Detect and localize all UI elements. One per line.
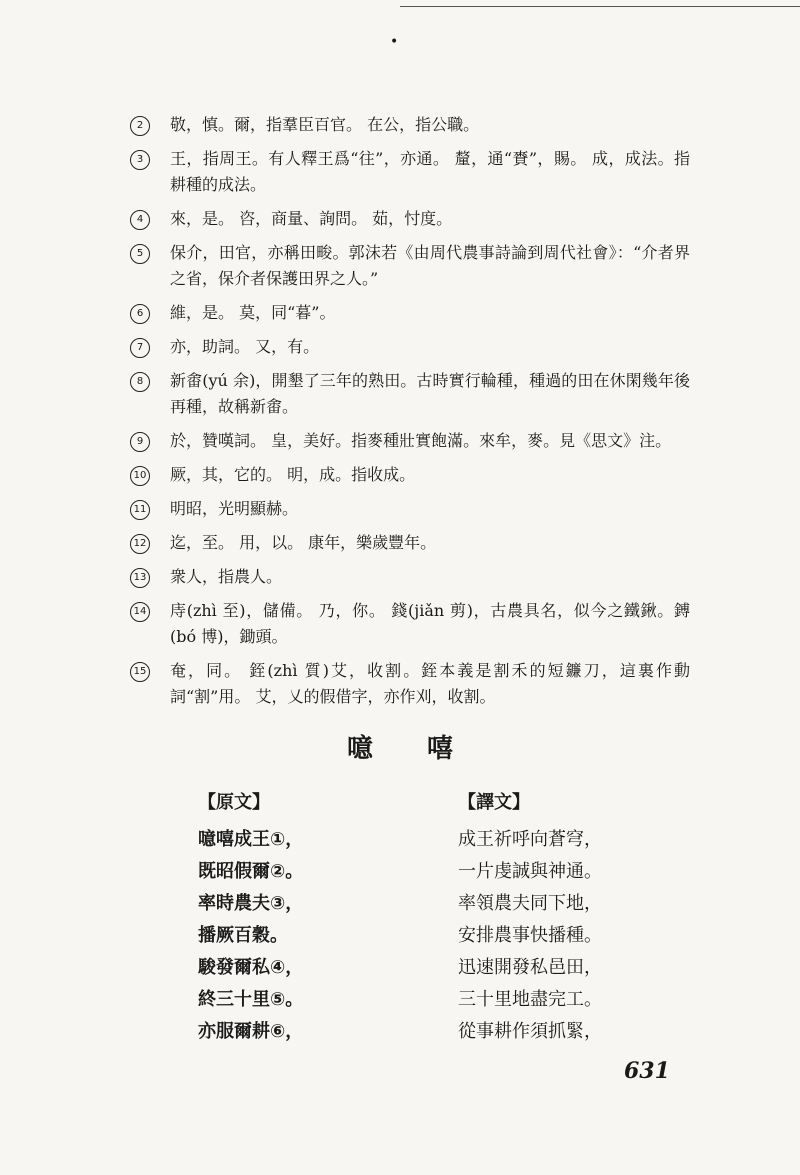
- note-number: 9: [130, 432, 150, 452]
- translation-line: 率領農夫同下地，: [458, 893, 602, 914]
- note: [130, 146, 690, 198]
- page-number: 631: [624, 1058, 670, 1084]
- original-text-column: [198, 788, 428, 1048]
- note-text: 奄，同。 銍(zhì 質)艾，收割。銍本義是割禾的短鐮刀，這裏作動詞“割”用。 艾，乂的假借字，亦作刈，收割。: [170, 661, 690, 706]
- translation-line: 從事耕作須抓緊，: [458, 1021, 602, 1042]
- note-text: 迄，至。 用，以。 康年，樂歲豐年。: [170, 533, 437, 552]
- note-number: 3: [130, 150, 150, 170]
- note: [130, 334, 690, 360]
- original-line: 駿發爾私④，: [198, 957, 304, 978]
- note: [130, 428, 690, 454]
- note-text: 保介，田官，亦稱田畯。郭沫若《由周代農事詩論到周代社會》：“介者界之省，保介者保護田界之人。”: [170, 243, 690, 288]
- note-number: 5: [130, 244, 150, 264]
- note-text: 於，贊嘆詞。 皇，美好。指麥種壯實飽滿。來牟，麥。見《思文》注。: [170, 431, 672, 450]
- note-number: 4: [130, 210, 150, 230]
- original-line: 播厥百穀。: [198, 925, 288, 946]
- note: [130, 368, 690, 420]
- top-rule: [400, 6, 800, 7]
- translation-line: 安排農事快播種。: [458, 925, 602, 946]
- note-text: 庤(zhì 至)，儲備。 乃，你。 錢(jiǎn 剪)，古農具名，似今之鐵鍬。鎛(bó 博)，鋤頭。: [170, 601, 690, 646]
- note-text: 敬，慎。爾，指羣臣百官。 在公，指公職。: [170, 115, 480, 134]
- note: [130, 300, 690, 326]
- note-text: 衆人，指農人。: [170, 567, 283, 586]
- translation-line: 成王祈呼向蒼穹，: [458, 829, 602, 850]
- translation-line: 三十里地盡完工。: [458, 989, 602, 1010]
- note: [130, 206, 690, 232]
- note-text: 明昭，光明顯赫。: [170, 499, 299, 518]
- note-number: 7: [130, 338, 150, 358]
- note-number: 10: [130, 466, 150, 486]
- note-number: 8: [130, 372, 150, 392]
- note: [130, 240, 690, 292]
- note-text: 亦，助詞。 又，有。: [170, 337, 320, 356]
- note-text: 王，指周王。有人釋王爲“往”，亦通。 釐，通“賚”，賜。 成，成法。指耕種的成法。: [170, 149, 690, 194]
- note: [130, 564, 690, 590]
- note-number: 2: [130, 116, 150, 136]
- note-number: 11: [130, 500, 150, 520]
- note-number: 6: [130, 304, 150, 324]
- note: [130, 530, 690, 556]
- original-line: 亦服爾耕⑥，: [198, 1021, 304, 1042]
- translation-heading: 【譯文】: [458, 792, 530, 813]
- note: [130, 658, 690, 710]
- note: [130, 112, 690, 138]
- original-line: 終三十里⑤。: [198, 989, 304, 1010]
- translation-line: 迅速開發私邑田，: [458, 957, 602, 978]
- print-dot: •: [390, 34, 399, 50]
- note-text: 新畬(yú 余)，開墾了三年的熟田。古時實行輪種，種過的田在休閑幾年後再種，故稱新畬。: [170, 371, 690, 416]
- note-number: 13: [130, 568, 150, 588]
- note-number: 14: [130, 602, 150, 622]
- original-line: 噫嘻成王①，: [198, 829, 304, 850]
- note: [130, 496, 690, 522]
- original-line: 率時農夫③，: [198, 893, 304, 914]
- poem-title: 噫嘻: [346, 734, 507, 764]
- note-number: 12: [130, 534, 150, 554]
- note-number: 15: [130, 662, 150, 682]
- note: [130, 462, 690, 488]
- translation-line: 一片虔誠與神通。: [458, 861, 602, 882]
- original-line: 既昭假爾②。: [198, 861, 304, 882]
- notes-list: [130, 112, 690, 718]
- note-text: 維，是。 莫，同“暮”。: [170, 303, 336, 322]
- translation-column: [458, 788, 688, 1048]
- note-text: 厥，其，它的。 明，成。指收成。: [170, 465, 416, 484]
- original-heading: 【原文】: [198, 792, 270, 813]
- note: [130, 598, 690, 650]
- note-text: 來，是。 咨，商量、詢問。 茹，忖度。: [170, 209, 453, 228]
